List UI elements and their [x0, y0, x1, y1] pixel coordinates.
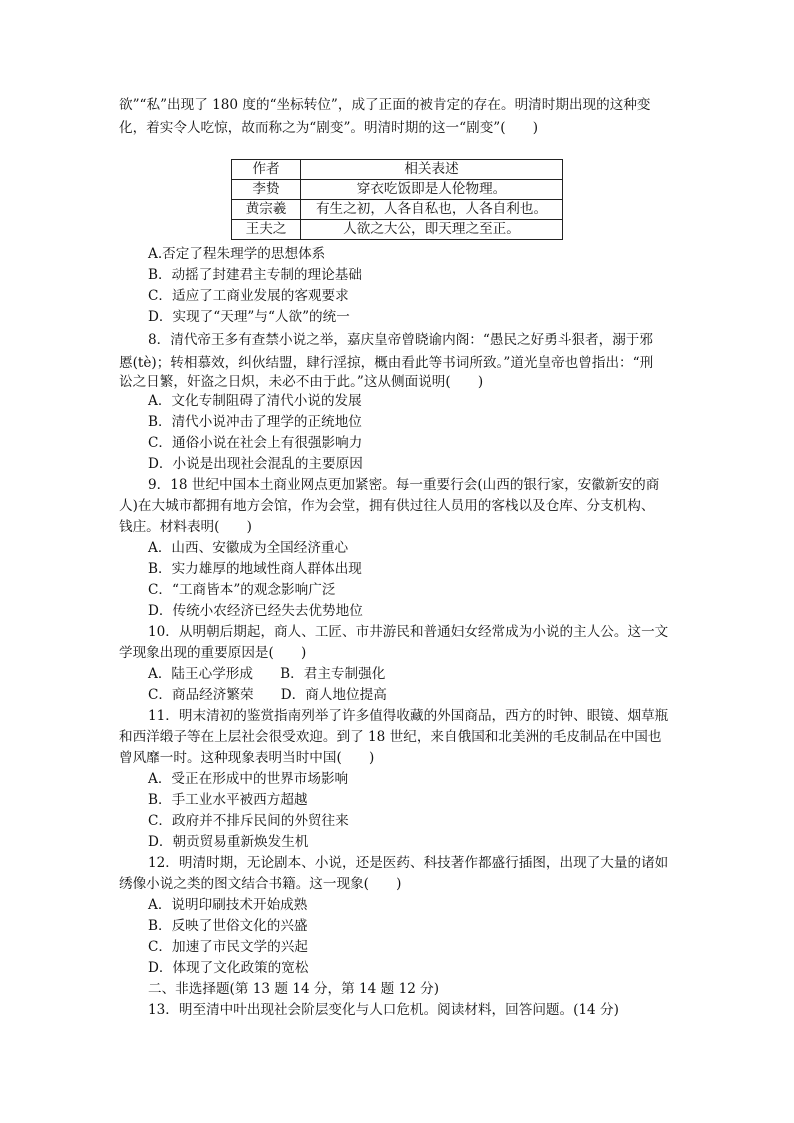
q9-option-c: C．“工商皆本”的观念影响广泛 [148, 582, 336, 598]
q11-option-a: A．受正在形成中的世界市场影响 [148, 771, 349, 787]
q11-option-c: C．政府并不排斥民间的外贸往来 [148, 813, 349, 829]
intro-line-2: 化，着实令人吃惊，故而称之为“剧变”。明清时期的这一“剧变”( ) [119, 120, 539, 136]
q9-option-a: A．山西、安徽成为全国经济重心 [148, 540, 349, 556]
q9-option-b: B．实力雄厚的地域性商人群体出现 [148, 561, 362, 577]
table-row [232, 180, 563, 200]
q13-stem: 13．明至清中叶出现社会阶层变化与人口危机。阅读材料，回答问题。(14 分) [148, 1002, 619, 1018]
q12-option-c: C．加速了市民文学的兴起 [148, 939, 308, 955]
intro-line-1: 欲”“私”出现了 180 度的“坐标转位”，成了正面的被肯定的存在。明清时期出现的这种变 [119, 97, 651, 113]
q12-option-b: B．反映了世俗文化的兴盛 [148, 918, 308, 934]
q9-stem-line-3: 钱庄。材料表明( ) [119, 519, 252, 535]
q12-stem-line-2: 绣像小说之类的图文结合书籍。这一现象( ) [119, 876, 402, 892]
table-cell-author: 王夫之 [232, 220, 301, 240]
q8-option-c: C．通俗小说在社会上有很强影响力 [148, 435, 363, 451]
q7-option-b: B．动摇了封建君主专制的理论基础 [148, 267, 362, 283]
q11-option-d: D．朝贡贸易重新焕发生机 [148, 834, 309, 850]
table-cell-description: 穿衣吃饭即是人伦物理。 [301, 180, 563, 200]
q10-stem-line-2: 学现象出现的重要原因是( ) [119, 645, 307, 661]
q10-stem-line-1: 10．从明朝后期起，商人、工匠、市井游民和普通妇女经常成为小说的主人公。这一文 [148, 624, 669, 640]
q8-stem-line-3: 讼之日繁，奸盗之日炽，未必不由于此。”这从侧面说明( ) [119, 374, 484, 390]
q11-stem-line-1: 11．明末清初的鉴赏指南列举了许多值得收藏的外国商品，西方的时钟、眼镜、烟草瓶 [148, 708, 669, 724]
table-cell-author: 李贽 [232, 180, 301, 200]
q11-stem-line-2: 和西洋缎子等在上层社会很受欢迎。到了 18 世纪，来自俄国和北美洲的毛皮制品在中国也 [119, 729, 662, 745]
quotes-table [231, 159, 563, 240]
table-header-author: 作者 [232, 160, 301, 180]
table-row [232, 200, 563, 220]
q7-option-a: A.否定了程朱理学的思想体系 [148, 246, 326, 262]
q7-option-c: C．适应了工商业发展的客观要求 [148, 288, 349, 304]
table-header-description: 相关表述 [301, 160, 563, 180]
q10-options-row-1: A．陆王心学形成 B．君主专制强化 [148, 666, 386, 682]
q8-stem-line-2: 慝(tè)；转相慕效，纠伙结盟，肆行淫掠，概由看此等书词所致。”道光皇帝也曾指出：“刑 [119, 355, 654, 371]
table-cell-description: 有生之初，人各自私也，人各自利也。 [301, 200, 563, 220]
q9-option-d: D．传统小农经济已经失去优势地位 [148, 603, 363, 619]
q9-stem-line-1: 9．18 世纪中国本土商业网点更加紧密。每一重要行会(山西的银行家，安徽新安的商 [148, 477, 660, 493]
q8-stem-line-1: 8．清代帝王多有查禁小说之举，嘉庆皇帝曾晓谕内阁：“愚民之好勇斗狠者，溺于邪 [148, 332, 653, 348]
q9-stem-line-2: 人)在大城市都拥有地方会馆，作为会堂，拥有供过往人员用的客栈以及仓库、分支机构、 [119, 498, 655, 514]
table-cell-description: 人欲之大公，即天理之至正。 [301, 220, 563, 240]
q12-option-a: A．说明印刷技术开始成熟 [148, 897, 308, 913]
q8-option-d: D．小说是出现社会混乱的主要原因 [148, 456, 363, 472]
q8-option-b: B．清代小说冲击了理学的正统地位 [148, 414, 362, 430]
section-heading: 二、非选择题(第 13 题 14 分，第 14 题 12 分) [148, 981, 440, 997]
q12-option-d: D．体现了文化政策的宽松 [148, 960, 309, 976]
q11-stem-line-3: 曾风靡一时。这种现象表明当时中国( ) [119, 750, 375, 766]
q7-option-d: D．实现了“天理”与“人欲”的统一 [148, 309, 350, 325]
table-row [232, 220, 563, 240]
table-cell-author: 黄宗羲 [232, 200, 301, 220]
q12-stem-line-1: 12．明清时期，无论剧本、小说，还是医药、科技著作都盛行插图，出现了大量的诸如 [148, 855, 669, 871]
q10-options-row-2: C．商品经济繁荣 D．商人地位提高 [148, 687, 387, 703]
q8-option-a: A．文化专制阻碍了清代小说的发展 [148, 393, 362, 409]
q11-option-b: B．手工业水平被西方超越 [148, 792, 308, 808]
table-header-row [232, 160, 563, 180]
